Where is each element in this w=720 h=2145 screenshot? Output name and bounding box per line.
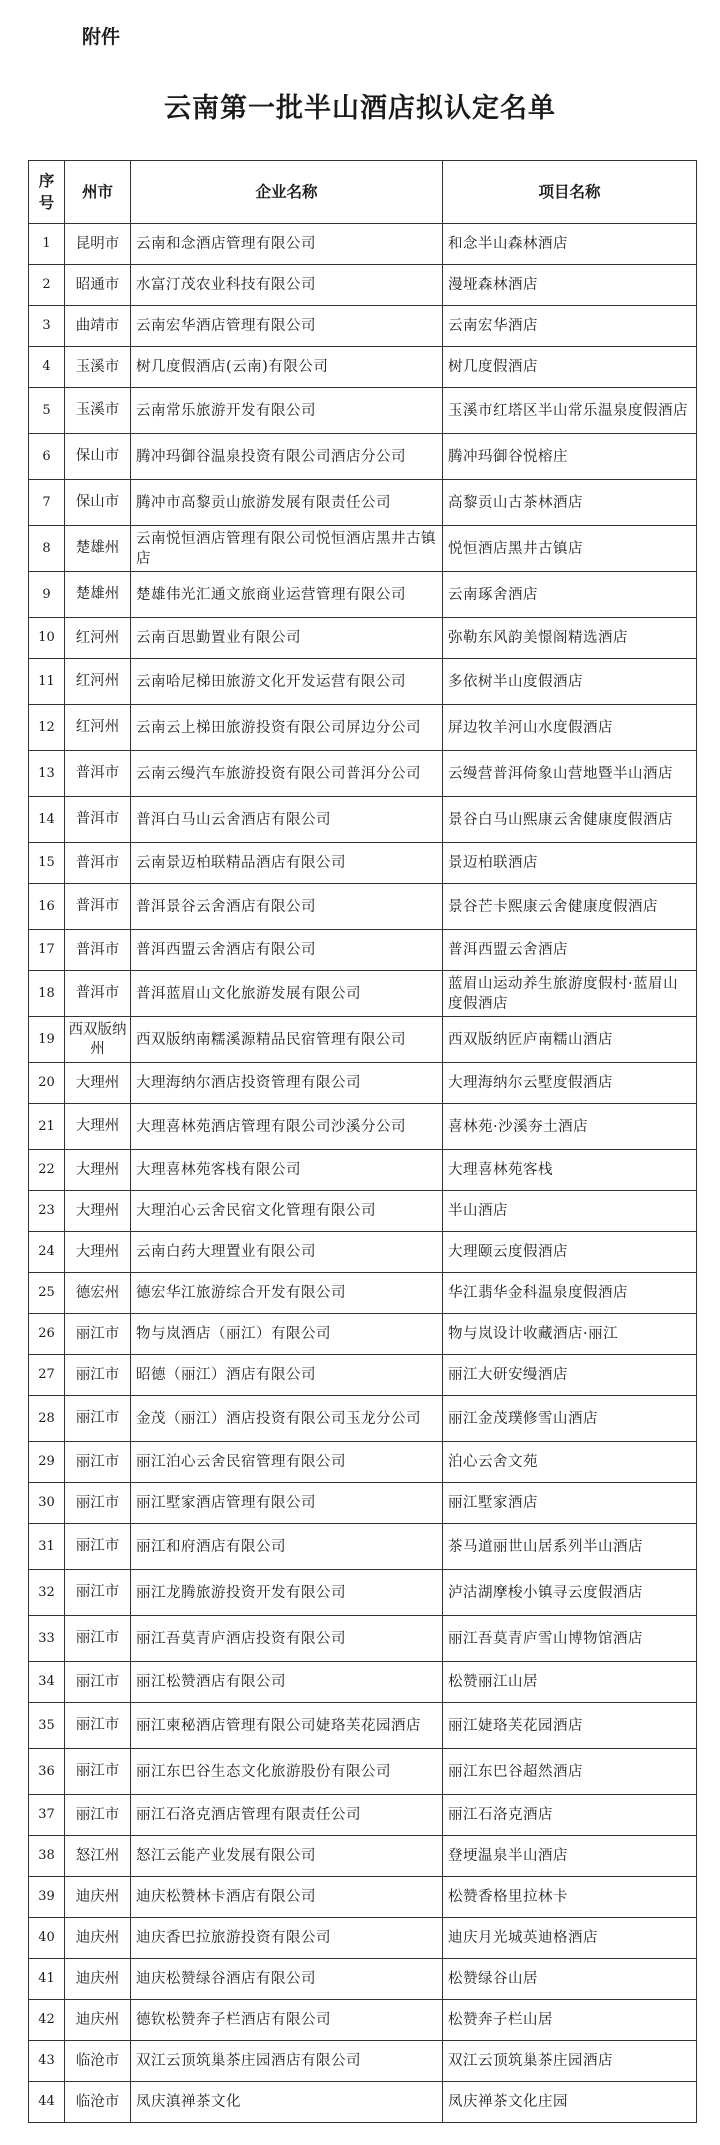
city-cell: 楚雄州 (65, 572, 131, 618)
project-name-cell: 玉溪市红塔区半山常乐温泉度假酒店 (443, 388, 697, 434)
table-row (29, 618, 697, 659)
row-number-cell: 1 (29, 224, 65, 265)
row-number-cell: 18 (29, 971, 65, 1017)
city-cell: 大理州 (65, 1191, 131, 1232)
row-number-cell: 17 (29, 930, 65, 971)
row-number-cell: 19 (29, 1017, 65, 1063)
table-row (29, 1749, 697, 1795)
city-cell: 红河州 (65, 659, 131, 705)
enterprise-name-cell: 腾冲玛御谷温泉投资有限公司酒店分公司 (131, 434, 443, 480)
row-number-cell: 35 (29, 1703, 65, 1749)
table-row (29, 1483, 697, 1524)
enterprise-name-cell: 物与岚酒店（丽江）有限公司 (131, 1314, 443, 1355)
column-header-no-line1: 序 (38, 172, 55, 190)
project-name-cell: 大理喜林苑客栈 (443, 1150, 697, 1191)
city-cell: 丽江市 (65, 1795, 131, 1836)
row-number-cell: 26 (29, 1314, 65, 1355)
city-cell: 丽江市 (65, 1396, 131, 1442)
project-name-cell: 和念半山森林酒店 (443, 224, 697, 265)
table-row (29, 434, 697, 480)
row-number-cell: 13 (29, 751, 65, 797)
enterprise-name-cell: 大理海纳尔酒店投资管理有限公司 (131, 1063, 443, 1104)
table-row (29, 265, 697, 306)
enterprise-name-cell: 昭德（丽江）酒店有限公司 (131, 1355, 443, 1396)
city-cell: 怒江州 (65, 1836, 131, 1877)
column-header-no-line2: 号 (38, 194, 55, 212)
row-number-cell: 32 (29, 1570, 65, 1616)
project-name-cell: 景谷芒卡熙康云舍健康度假酒店 (443, 884, 697, 930)
hotel-list-table (28, 160, 697, 2123)
enterprise-name-cell: 楚雄伟光汇通文旅商业运营管理有限公司 (131, 572, 443, 618)
enterprise-name-cell: 云南景迈柏联精品酒店有限公司 (131, 843, 443, 884)
project-name-cell: 丽江金茂璞修雪山酒店 (443, 1396, 697, 1442)
table-row (29, 1662, 697, 1703)
document-title: 云南第一批半山酒店拟认定名单 (164, 93, 556, 124)
table-row (29, 659, 697, 705)
table-row (29, 480, 697, 526)
row-number-cell: 34 (29, 1662, 65, 1703)
city-cell: 昆明市 (65, 224, 131, 265)
enterprise-name-cell: 普洱景谷云舍酒店有限公司 (131, 884, 443, 930)
table-row (29, 1703, 697, 1749)
row-number-cell: 38 (29, 1836, 65, 1877)
city-cell: 普洱市 (65, 843, 131, 884)
row-number-cell: 4 (29, 347, 65, 388)
column-header-no (29, 161, 65, 224)
column-header-city: 州市 (65, 161, 131, 224)
project-name-cell: 丽江吾莫青庐雪山博物馆酒店 (443, 1616, 697, 1662)
enterprise-name-cell: 丽江吾莫青庐酒店投资有限公司 (131, 1616, 443, 1662)
enterprise-name-cell: 德钦松赞奔子栏酒店有限公司 (131, 2000, 443, 2041)
project-name-cell: 多依树半山度假酒店 (443, 659, 697, 705)
city-cell: 保山市 (65, 434, 131, 480)
table-row (29, 1918, 697, 1959)
table-row (29, 2082, 697, 2123)
city-cell: 玉溪市 (65, 388, 131, 434)
table-row (29, 1063, 697, 1104)
table-row (29, 1273, 697, 1314)
row-number-cell: 24 (29, 1232, 65, 1273)
enterprise-name-cell: 大理泊心云舍民宿文化管理有限公司 (131, 1191, 443, 1232)
table-row (29, 705, 697, 751)
table-row (29, 388, 697, 434)
project-name-cell: 普洱西盟云舍酒店 (443, 930, 697, 971)
column-header-enterprise: 企业名称 (131, 161, 443, 224)
row-number-cell: 37 (29, 1795, 65, 1836)
table-row (29, 1150, 697, 1191)
project-name-cell: 泊心云舍文苑 (443, 1442, 697, 1483)
table-body (29, 224, 697, 2123)
enterprise-name-cell: 普洱蓝眉山文化旅游发展有限公司 (131, 971, 443, 1017)
city-cell: 丽江市 (65, 1662, 131, 1703)
table-row (29, 1616, 697, 1662)
project-name-cell: 蓝眉山运动养生旅游度假村·蓝眉山度假酒店 (443, 971, 697, 1017)
city-cell: 楚雄州 (65, 526, 131, 572)
project-name-cell: 弥勒东风韵美憬阁精选酒店 (443, 618, 697, 659)
enterprise-name-cell: 迪庆香巴拉旅游投资有限公司 (131, 1918, 443, 1959)
table-row (29, 526, 697, 572)
enterprise-name-cell: 云南云缦汽车旅游投资有限公司普洱分公司 (131, 751, 443, 797)
enterprise-name-cell: 丽江墅家酒店管理有限公司 (131, 1483, 443, 1524)
city-cell: 德宏州 (65, 1273, 131, 1314)
enterprise-name-cell: 普洱白马山云舍酒店有限公司 (131, 797, 443, 843)
row-number-cell: 8 (29, 526, 65, 572)
table-row (29, 224, 697, 265)
project-name-cell: 景谷白马山熙康云舍健康度假酒店 (443, 797, 697, 843)
project-name-cell: 悦恒酒店黑井古镇店 (443, 526, 697, 572)
row-number-cell: 33 (29, 1616, 65, 1662)
project-name-cell: 双江云顶筑巢茶庄园酒店 (443, 2041, 697, 2082)
row-number-cell: 11 (29, 659, 65, 705)
enterprise-name-cell: 金茂（丽江）酒店投资有限公司玉龙分公司 (131, 1396, 443, 1442)
table-row (29, 306, 697, 347)
row-number-cell: 9 (29, 572, 65, 618)
city-cell: 丽江市 (65, 1570, 131, 1616)
row-number-cell: 43 (29, 2041, 65, 2082)
row-number-cell: 14 (29, 797, 65, 843)
project-name-cell: 丽江墅家酒店 (443, 1483, 697, 1524)
project-name-cell: 华江翡华金科温泉度假酒店 (443, 1273, 697, 1314)
enterprise-name-cell: 丽江柬秘酒店管理有限公司婕珞芙花园酒店 (131, 1703, 443, 1749)
table-row (29, 572, 697, 618)
project-name-cell: 树几度假酒店 (443, 347, 697, 388)
row-number-cell: 29 (29, 1442, 65, 1483)
attachment-label: 附件 (82, 26, 121, 48)
city-cell: 迪庆州 (65, 2000, 131, 2041)
table-row (29, 1396, 697, 1442)
enterprise-name-cell: 云南和念酒店管理有限公司 (131, 224, 443, 265)
project-name-cell: 云缦营普洱倚象山营地暨半山酒店 (443, 751, 697, 797)
city-cell: 红河州 (65, 618, 131, 659)
project-name-cell: 登埂温泉半山酒店 (443, 1836, 697, 1877)
table-row (29, 884, 697, 930)
row-number-cell: 36 (29, 1749, 65, 1795)
enterprise-name-cell: 迪庆松赞绿谷酒店有限公司 (131, 1959, 443, 2000)
city-cell: 丽江市 (65, 1703, 131, 1749)
project-name-cell: 丽江婕珞芙花园酒店 (443, 1703, 697, 1749)
row-number-cell: 23 (29, 1191, 65, 1232)
project-name-cell: 松赞香格里拉林卡 (443, 1877, 697, 1918)
project-name-cell: 半山酒店 (443, 1191, 697, 1232)
project-name-cell: 高黎贡山古茶林酒店 (443, 480, 697, 526)
table-header-row (29, 161, 697, 224)
enterprise-name-cell: 云南宏华酒店管理有限公司 (131, 306, 443, 347)
enterprise-name-cell: 丽江和府酒店有限公司 (131, 1524, 443, 1570)
row-number-cell: 39 (29, 1877, 65, 1918)
table-row (29, 930, 697, 971)
row-number-cell: 15 (29, 843, 65, 884)
city-cell: 丽江市 (65, 1524, 131, 1570)
project-name-cell: 腾冲玛御谷悦榕庄 (443, 434, 697, 480)
row-number-cell: 20 (29, 1063, 65, 1104)
project-name-cell: 云南宏华酒店 (443, 306, 697, 347)
row-number-cell: 28 (29, 1396, 65, 1442)
project-name-cell: 云南琢舍酒店 (443, 572, 697, 618)
city-cell: 临沧市 (65, 2082, 131, 2123)
enterprise-name-cell: 云南云上梯田旅游投资有限公司屏边分公司 (131, 705, 443, 751)
enterprise-name-cell: 丽江松赞酒店有限公司 (131, 1662, 443, 1703)
table-row (29, 2041, 697, 2082)
project-name-cell: 大理颐云度假酒店 (443, 1232, 697, 1273)
row-number-cell: 6 (29, 434, 65, 480)
row-number-cell: 2 (29, 265, 65, 306)
enterprise-name-cell: 树几度假酒店(云南)有限公司 (131, 347, 443, 388)
row-number-cell: 10 (29, 618, 65, 659)
city-cell: 普洱市 (65, 751, 131, 797)
enterprise-name-cell: 云南常乐旅游开发有限公司 (131, 388, 443, 434)
row-number-cell: 30 (29, 1483, 65, 1524)
table-row (29, 1877, 697, 1918)
enterprise-name-cell: 云南百思勤置业有限公司 (131, 618, 443, 659)
city-cell: 曲靖市 (65, 306, 131, 347)
city-cell: 大理州 (65, 1150, 131, 1191)
project-name-cell: 泸沽湖摩梭小镇寻云度假酒店 (443, 1570, 697, 1616)
enterprise-name-cell: 德宏华江旅游综合开发有限公司 (131, 1273, 443, 1314)
table-row (29, 797, 697, 843)
city-cell: 迪庆州 (65, 1918, 131, 1959)
table-row (29, 1355, 697, 1396)
row-number-cell: 22 (29, 1150, 65, 1191)
city-cell: 大理州 (65, 1063, 131, 1104)
table-row (29, 1836, 697, 1877)
row-number-cell: 40 (29, 1918, 65, 1959)
row-number-cell: 41 (29, 1959, 65, 2000)
table-row (29, 347, 697, 388)
enterprise-name-cell: 普洱西盟云舍酒店有限公司 (131, 930, 443, 971)
city-cell: 普洱市 (65, 930, 131, 971)
enterprise-name-cell: 水富汀茂农业科技有限公司 (131, 265, 443, 306)
project-name-cell: 松赞绿谷山居 (443, 1959, 697, 2000)
project-name-cell: 西双版纳匠庐南糯山酒店 (443, 1017, 697, 1063)
project-name-cell: 漫垭森林酒店 (443, 265, 697, 306)
project-name-cell: 景迈柏联酒店 (443, 843, 697, 884)
city-cell: 普洱市 (65, 797, 131, 843)
city-cell: 保山市 (65, 480, 131, 526)
table-row (29, 1104, 697, 1150)
project-name-cell: 松赞丽江山居 (443, 1662, 697, 1703)
project-name-cell: 茶马道丽世山居系列半山酒店 (443, 1524, 697, 1570)
project-name-cell: 喜林苑·沙溪夯土酒店 (443, 1104, 697, 1150)
table-row (29, 1524, 697, 1570)
city-cell: 丽江市 (65, 1314, 131, 1355)
table-row (29, 1795, 697, 1836)
enterprise-name-cell: 云南悦恒酒店管理有限公司悦恒酒店黑井古镇店 (131, 526, 443, 572)
project-name-cell: 屏边牧羊河山水度假酒店 (443, 705, 697, 751)
column-header-project: 项目名称 (443, 161, 697, 224)
table-row (29, 1191, 697, 1232)
enterprise-name-cell: 西双版纳南糯溪源精品民宿管理有限公司 (131, 1017, 443, 1063)
table-row (29, 1570, 697, 1616)
city-cell: 迪庆州 (65, 1877, 131, 1918)
table-row (29, 971, 697, 1017)
project-name-cell: 物与岚设计收藏酒店·丽江 (443, 1314, 697, 1355)
enterprise-name-cell: 丽江龙腾旅游投资开发有限公司 (131, 1570, 443, 1616)
city-cell: 普洱市 (65, 971, 131, 1017)
city-cell: 迪庆州 (65, 1959, 131, 2000)
enterprise-name-cell: 迪庆松赞林卡酒店有限公司 (131, 1877, 443, 1918)
row-number-cell: 5 (29, 388, 65, 434)
row-number-cell: 27 (29, 1355, 65, 1396)
table-row (29, 751, 697, 797)
city-cell: 玉溪市 (65, 347, 131, 388)
project-name-cell: 大理海纳尔云墅度假酒店 (443, 1063, 697, 1104)
table-row (29, 2000, 697, 2041)
row-number-cell: 7 (29, 480, 65, 526)
city-cell: 丽江市 (65, 1355, 131, 1396)
row-number-cell: 21 (29, 1104, 65, 1150)
project-name-cell: 丽江石洛克酒店 (443, 1795, 697, 1836)
row-number-cell: 16 (29, 884, 65, 930)
enterprise-name-cell: 丽江石洛克酒店管理有限责任公司 (131, 1795, 443, 1836)
city-cell: 大理州 (65, 1104, 131, 1150)
city-cell: 昭通市 (65, 265, 131, 306)
city-cell: 西双版纳州 (65, 1017, 131, 1063)
enterprise-name-cell: 云南白药大理置业有限公司 (131, 1232, 443, 1273)
enterprise-name-cell: 云南哈尼梯田旅游文化开发运营有限公司 (131, 659, 443, 705)
row-number-cell: 31 (29, 1524, 65, 1570)
city-cell: 丽江市 (65, 1749, 131, 1795)
row-number-cell: 3 (29, 306, 65, 347)
table-row (29, 843, 697, 884)
enterprise-name-cell: 凤庆滇禅茶文化 (131, 2082, 443, 2123)
project-name-cell: 松赞奔子栏山居 (443, 2000, 697, 2041)
table-row (29, 1314, 697, 1355)
enterprise-name-cell: 腾冲市高黎贡山旅游发展有限责任公司 (131, 480, 443, 526)
row-number-cell: 44 (29, 2082, 65, 2123)
city-cell: 丽江市 (65, 1442, 131, 1483)
city-cell: 红河州 (65, 705, 131, 751)
table-row (29, 1959, 697, 2000)
enterprise-name-cell: 丽江东巴谷生态文化旅游股份有限公司 (131, 1749, 443, 1795)
table-row (29, 1232, 697, 1273)
table-row (29, 1442, 697, 1483)
row-number-cell: 25 (29, 1273, 65, 1314)
enterprise-name-cell: 大理喜林苑客栈有限公司 (131, 1150, 443, 1191)
enterprise-name-cell: 怒江云能产业发展有限公司 (131, 1836, 443, 1877)
city-cell: 丽江市 (65, 1483, 131, 1524)
city-cell: 丽江市 (65, 1616, 131, 1662)
city-cell: 大理州 (65, 1232, 131, 1273)
project-name-cell: 迪庆月光城英迪格酒店 (443, 1918, 697, 1959)
city-cell: 普洱市 (65, 884, 131, 930)
table-row (29, 1017, 697, 1063)
enterprise-name-cell: 大理喜林苑酒店管理有限公司沙溪分公司 (131, 1104, 443, 1150)
row-number-cell: 12 (29, 705, 65, 751)
project-name-cell: 凤庆禅茶文化庄园 (443, 2082, 697, 2123)
enterprise-name-cell: 丽江泊心云舍民宿管理有限公司 (131, 1442, 443, 1483)
row-number-cell: 42 (29, 2000, 65, 2041)
project-name-cell: 丽江东巴谷超然酒店 (443, 1749, 697, 1795)
city-cell: 临沧市 (65, 2041, 131, 2082)
enterprise-name-cell: 双江云顶筑巢茶庄园酒店有限公司 (131, 2041, 443, 2082)
project-name-cell: 丽江大研安缦酒店 (443, 1355, 697, 1396)
